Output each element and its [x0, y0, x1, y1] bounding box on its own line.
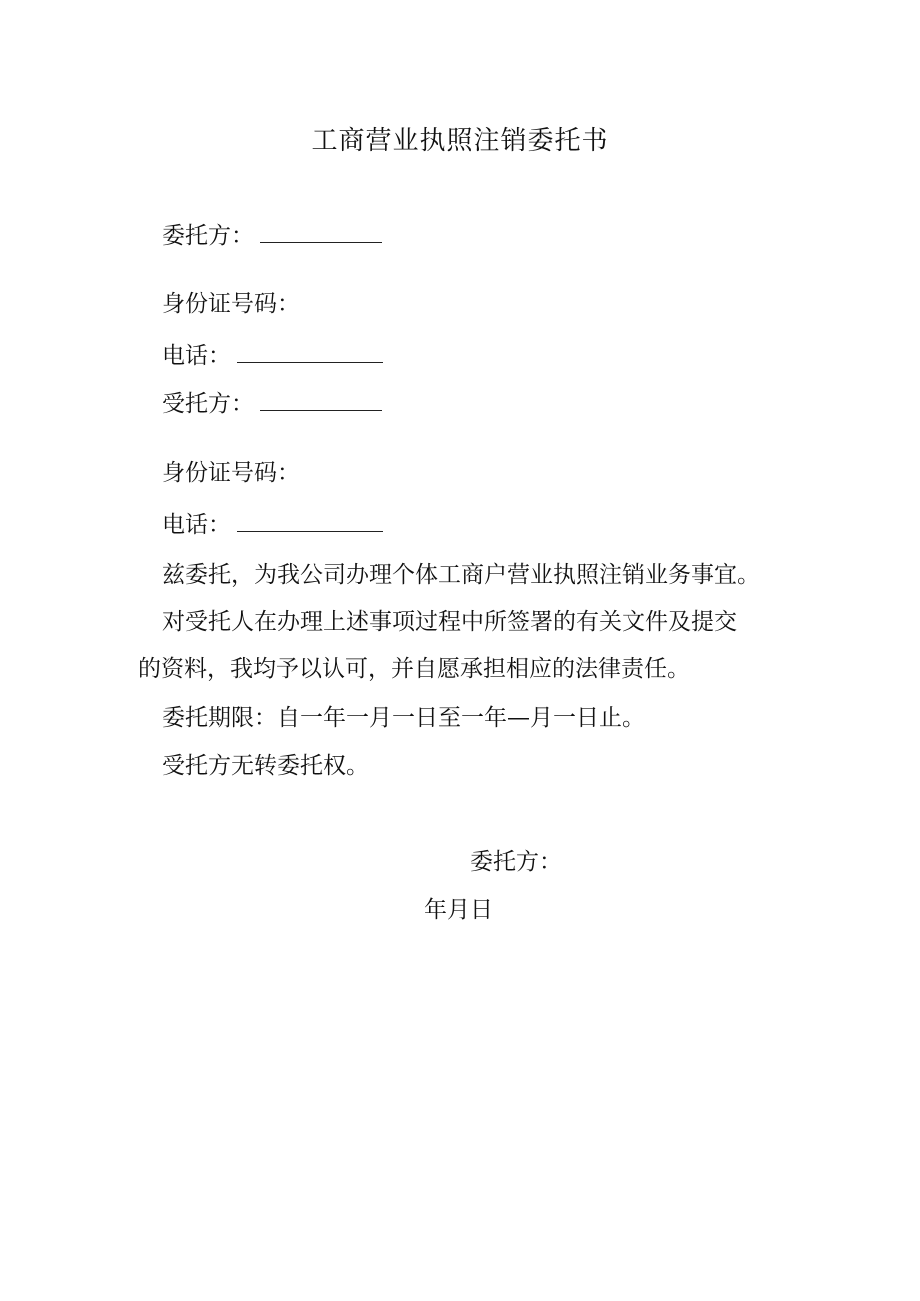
principal-label: 委托方：	[162, 223, 254, 249]
agent-row	[162, 388, 382, 420]
document-title: 工商营业执照注销委托书	[311, 126, 609, 156]
signature-principal: 委托方：	[470, 849, 562, 875]
paragraph-commission: 兹委托，为我公司办理个体工商户营业执照注销业务事宜。	[162, 562, 760, 588]
agent-blank	[260, 390, 382, 411]
signature-date: 年月日	[424, 897, 493, 923]
paragraph-no-transfer: 受托方无转委托权。	[162, 753, 369, 779]
agent-id-row	[162, 457, 300, 489]
paragraph-recognition-line1: 对受托人在办理上述事项过程中所签署的有关文件及提交	[162, 609, 737, 635]
agent-label: 受托方：	[162, 391, 254, 417]
principal-phone-blank	[237, 342, 383, 363]
agent-phone-row	[162, 509, 383, 541]
principal-id-row	[162, 288, 300, 320]
principal-blank	[260, 222, 382, 243]
principal-row	[162, 220, 382, 252]
principal-id-label: 身份证号码：	[162, 291, 300, 317]
agent-phone-blank	[237, 511, 383, 532]
agent-phone-label: 电话：	[162, 512, 231, 538]
principal-phone-row	[162, 340, 383, 372]
agent-id-label: 身份证号码：	[162, 460, 300, 486]
paragraph-period: 委托期限：自一年一月一日至一年—月一日止。	[162, 705, 645, 731]
paragraph-recognition-line2: 的资料，我均予以认可，并自愿承担相应的法律责任。	[138, 656, 690, 682]
principal-phone-label: 电话：	[162, 343, 231, 369]
